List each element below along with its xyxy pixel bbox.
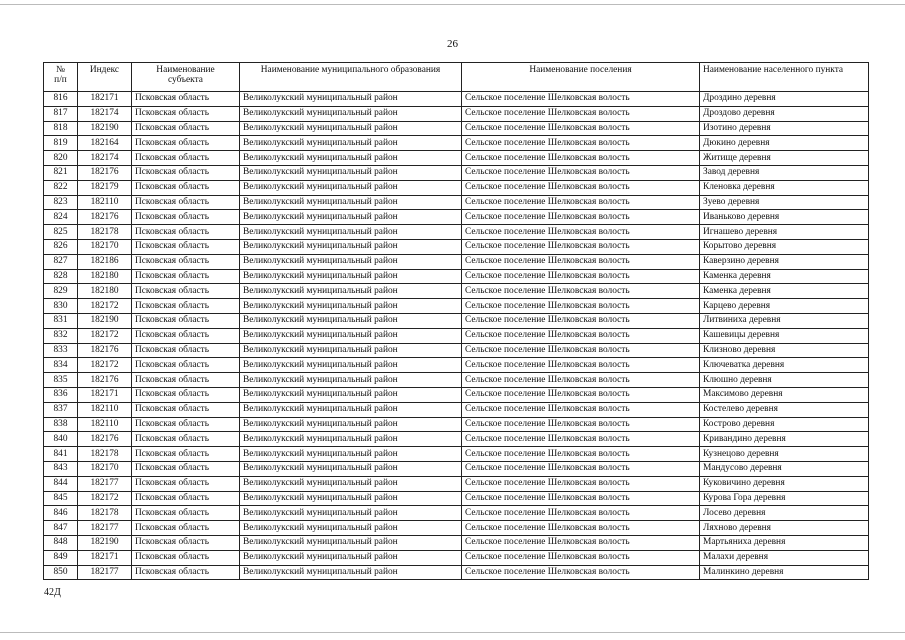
table-row (44, 136, 869, 151)
table-row (44, 299, 869, 314)
col-header-locality: Наименование населенного пункта (700, 63, 869, 92)
postal-index: 182176 (78, 343, 132, 358)
table-row (44, 432, 869, 447)
postal-index: 182110 (78, 195, 132, 210)
postal-index: 182180 (78, 284, 132, 299)
table-header-row (44, 63, 869, 92)
postal-index: 182110 (78, 417, 132, 432)
locality-name: Зуево деревня (700, 195, 869, 210)
municipality-name: Великолукский муниципальный район (240, 254, 462, 269)
table-row (44, 417, 869, 432)
subject-name: Псковская область (132, 358, 240, 373)
postal-index: 182172 (78, 299, 132, 314)
row-number: 838 (44, 417, 78, 432)
locality-name: Малахи деревня (700, 550, 869, 565)
postal-index: 182186 (78, 254, 132, 269)
municipality-name: Великолукский муниципальный район (240, 239, 462, 254)
row-number: 845 (44, 491, 78, 506)
settlement-name: Сельское поселение Шелковская волость (462, 402, 700, 417)
locality-name: Игнашево деревня (700, 225, 869, 240)
subject-name: Псковская область (132, 254, 240, 269)
municipality-name: Великолукский муниципальный район (240, 565, 462, 580)
subject-name: Псковская область (132, 521, 240, 536)
subject-name: Псковская область (132, 328, 240, 343)
postal-index: 182176 (78, 432, 132, 447)
locality-name: Максимово деревня (700, 387, 869, 402)
municipality-name: Великолукский муниципальный район (240, 269, 462, 284)
locality-name: Каменка деревня (700, 269, 869, 284)
locality-name: Лосево деревня (700, 506, 869, 521)
settlement-name: Сельское поселение Шелковская волость (462, 254, 700, 269)
postal-index: 182171 (78, 92, 132, 107)
locality-name: Костелево деревня (700, 402, 869, 417)
row-number: 821 (44, 165, 78, 180)
locality-name: Житище деревня (700, 151, 869, 166)
postal-index: 182180 (78, 269, 132, 284)
subject-name: Псковская область (132, 535, 240, 550)
locality-name: Клюшно деревня (700, 373, 869, 388)
subject-name: Псковская область (132, 461, 240, 476)
locality-name: Изотино деревня (700, 121, 869, 136)
subject-name: Псковская область (132, 136, 240, 151)
subject-name: Псковская область (132, 195, 240, 210)
locality-name: Карцево деревня (700, 299, 869, 314)
row-number: 833 (44, 343, 78, 358)
row-number: 819 (44, 136, 78, 151)
row-number: 828 (44, 269, 78, 284)
row-number: 840 (44, 432, 78, 447)
subject-name: Псковская область (132, 565, 240, 580)
table-row (44, 535, 869, 550)
subject-name: Псковская область (132, 447, 240, 462)
settlement-name: Сельское поселение Шелковская волость (462, 343, 700, 358)
municipality-name: Великолукский муниципальный район (240, 521, 462, 536)
postal-index: 182179 (78, 180, 132, 195)
page-number: 26 (447, 38, 458, 50)
locality-name: Ляхново деревня (700, 521, 869, 536)
municipality-name: Великолукский муниципальный район (240, 92, 462, 107)
locality-name: Малинкино деревня (700, 565, 869, 580)
settlement-name: Сельское поселение Шелковская волость (462, 210, 700, 225)
table-row (44, 195, 869, 210)
settlement-name: Сельское поселение Шелковская волость (462, 417, 700, 432)
col-header-settlement: Наименование поселения (462, 63, 700, 92)
locality-name: Мандусово деревня (700, 461, 869, 476)
subject-name: Псковская область (132, 299, 240, 314)
settlement-name: Сельское поселение Шелковская волость (462, 180, 700, 195)
postal-index: 182176 (78, 373, 132, 388)
municipality-name: Великолукский муниципальный район (240, 328, 462, 343)
table-row (44, 180, 869, 195)
settlement-name: Сельское поселение Шелковская волость (462, 521, 700, 536)
municipality-name: Великолукский муниципальный район (240, 550, 462, 565)
subject-name: Псковская область (132, 180, 240, 195)
subject-name: Псковская область (132, 313, 240, 328)
locality-name: Завод деревня (700, 165, 869, 180)
row-number: 829 (44, 284, 78, 299)
row-number: 823 (44, 195, 78, 210)
row-number: 830 (44, 299, 78, 314)
postal-index: 182176 (78, 165, 132, 180)
row-number: 850 (44, 565, 78, 580)
municipality-name: Великолукский муниципальный район (240, 402, 462, 417)
scan-edge-top (0, 4, 905, 5)
settlement-name: Сельское поселение Шелковская волость (462, 239, 700, 254)
table-row (44, 373, 869, 388)
table-row (44, 313, 869, 328)
locality-name: Иваньково деревня (700, 210, 869, 225)
table-body (44, 92, 869, 580)
postal-index: 182190 (78, 121, 132, 136)
postal-index: 182178 (78, 225, 132, 240)
postal-index: 182172 (78, 491, 132, 506)
postal-index: 182177 (78, 565, 132, 580)
row-number: 827 (44, 254, 78, 269)
locality-name: Дроздово деревня (700, 106, 869, 121)
row-number: 843 (44, 461, 78, 476)
row-number: 841 (44, 447, 78, 462)
municipality-name: Великолукский муниципальный район (240, 313, 462, 328)
settlement-name: Сельское поселение Шелковская волость (462, 269, 700, 284)
locality-name: Ключеватка деревня (700, 358, 869, 373)
row-number: 844 (44, 476, 78, 491)
postal-index: 182164 (78, 136, 132, 151)
municipality-name: Великолукский муниципальный район (240, 506, 462, 521)
municipality-name: Великолукский муниципальный район (240, 373, 462, 388)
row-number: 824 (44, 210, 78, 225)
settlement-name: Сельское поселение Шелковская волость (462, 476, 700, 491)
municipality-name: Великолукский муниципальный район (240, 195, 462, 210)
settlement-name: Сельское поселение Шелковская волость (462, 358, 700, 373)
row-number: 831 (44, 313, 78, 328)
municipality-name: Великолукский муниципальный район (240, 151, 462, 166)
municipality-name: Великолукский муниципальный район (240, 210, 462, 225)
table-row (44, 387, 869, 402)
subject-name: Псковская область (132, 476, 240, 491)
row-number: 835 (44, 373, 78, 388)
locality-name: Дюкино деревня (700, 136, 869, 151)
locality-name: Литвиниха деревня (700, 313, 869, 328)
locality-name: Кузнецово деревня (700, 447, 869, 462)
postal-index: 182190 (78, 313, 132, 328)
table-row (44, 506, 869, 521)
table-row (44, 402, 869, 417)
row-number: 825 (44, 225, 78, 240)
subject-name: Псковская область (132, 106, 240, 121)
postal-index: 182177 (78, 521, 132, 536)
settlement-name: Сельское поселение Шелковская волость (462, 151, 700, 166)
subject-name: Псковская область (132, 165, 240, 180)
subject-name: Псковская область (132, 210, 240, 225)
locality-name: Кленовка деревня (700, 180, 869, 195)
row-number: 818 (44, 121, 78, 136)
postal-index: 182172 (78, 328, 132, 343)
settlement-name: Сельское поселение Шелковская волость (462, 195, 700, 210)
municipality-name: Великолукский муниципальный район (240, 284, 462, 299)
row-number: 822 (44, 180, 78, 195)
settlement-name: Сельское поселение Шелковская волость (462, 506, 700, 521)
row-number: 848 (44, 535, 78, 550)
col-header-subject: Наименование субъекта (132, 63, 240, 92)
table-row (44, 491, 869, 506)
subject-name: Псковская область (132, 269, 240, 284)
table-row (44, 254, 869, 269)
settlement-name: Сельское поселение Шелковская волость (462, 136, 700, 151)
municipality-name: Великолукский муниципальный район (240, 180, 462, 195)
settlement-name: Сельское поселение Шелковская волость (462, 284, 700, 299)
municipality-name: Великолукский муниципальный район (240, 476, 462, 491)
settlement-name: Сельское поселение Шелковская волость (462, 313, 700, 328)
table-row (44, 106, 869, 121)
row-number: 817 (44, 106, 78, 121)
locality-name: Кривандино деревня (700, 432, 869, 447)
table-row (44, 476, 869, 491)
locality-name: Мартьяниха деревня (700, 535, 869, 550)
table-row (44, 121, 869, 136)
subject-name: Псковская область (132, 284, 240, 299)
subject-name: Псковская область (132, 225, 240, 240)
locality-name: Корытово деревня (700, 239, 869, 254)
locality-name: Курова Гора деревня (700, 491, 869, 506)
subject-name: Псковская область (132, 491, 240, 506)
postal-index: 182170 (78, 239, 132, 254)
table-row (44, 343, 869, 358)
municipality-name: Великолукский муниципальный район (240, 343, 462, 358)
municipality-name: Великолукский муниципальный район (240, 121, 462, 136)
row-number: 832 (44, 328, 78, 343)
table-row (44, 92, 869, 107)
settlement-name: Сельское поселение Шелковская волость (462, 535, 700, 550)
municipality-name: Великолукский муниципальный район (240, 136, 462, 151)
municipality-name: Великолукский муниципальный район (240, 447, 462, 462)
locality-name: Кострово деревня (700, 417, 869, 432)
subject-name: Псковская область (132, 92, 240, 107)
postal-index: 182178 (78, 506, 132, 521)
settlement-name: Сельское поселение Шелковская волость (462, 299, 700, 314)
locality-name: Дроздино деревня (700, 92, 869, 107)
col-header-index: Индекс (78, 63, 132, 92)
settlement-name: Сельское поселение Шелковская волость (462, 225, 700, 240)
row-number: 826 (44, 239, 78, 254)
settlement-name: Сельское поселение Шелковская волость (462, 491, 700, 506)
settlements-table (43, 62, 869, 580)
subject-name: Псковская область (132, 387, 240, 402)
row-number: 816 (44, 92, 78, 107)
settlement-name: Сельское поселение Шелковская волость (462, 387, 700, 402)
settlement-name: Сельское поселение Шелковская волость (462, 328, 700, 343)
settlement-name: Сельское поселение Шелковская волость (462, 550, 700, 565)
postal-index: 182170 (78, 461, 132, 476)
subject-name: Псковская область (132, 121, 240, 136)
municipality-name: Великолукский муниципальный район (240, 299, 462, 314)
settlement-name: Сельское поселение Шелковская волость (462, 461, 700, 476)
settlement-name: Сельское поселение Шелковская волость (462, 121, 700, 136)
row-number: 847 (44, 521, 78, 536)
subject-name: Псковская область (132, 239, 240, 254)
scan-edge-bottom (0, 632, 905, 633)
settlement-name: Сельское поселение Шелковская волость (462, 92, 700, 107)
postal-index: 182171 (78, 387, 132, 402)
table-row (44, 447, 869, 462)
table-row (44, 565, 869, 580)
postal-index: 182178 (78, 447, 132, 462)
settlement-name: Сельское поселение Шелковская волость (462, 447, 700, 462)
municipality-name: Великолукский муниципальный район (240, 432, 462, 447)
municipality-name: Великолукский муниципальный район (240, 417, 462, 432)
locality-name: Кашевицы деревня (700, 328, 869, 343)
postal-index: 182172 (78, 358, 132, 373)
postal-index: 182177 (78, 476, 132, 491)
table-row (44, 358, 869, 373)
municipality-name: Великолукский муниципальный район (240, 106, 462, 121)
locality-name: Каменка деревня (700, 284, 869, 299)
municipality-name: Великолукский муниципальный район (240, 165, 462, 180)
settlement-name: Сельское поселение Шелковская волость (462, 165, 700, 180)
postal-index: 182176 (78, 210, 132, 225)
locality-name: Куковичино деревня (700, 476, 869, 491)
municipality-name: Великолукский муниципальный район (240, 387, 462, 402)
table-row (44, 239, 869, 254)
subject-name: Псковская область (132, 550, 240, 565)
postal-index: 182174 (78, 151, 132, 166)
table-row (44, 269, 869, 284)
postal-index: 182174 (78, 106, 132, 121)
subject-name: Псковская область (132, 402, 240, 417)
row-number: 846 (44, 506, 78, 521)
subject-name: Псковская область (132, 343, 240, 358)
col-header-number: № п/п (44, 63, 78, 92)
postal-index: 182171 (78, 550, 132, 565)
settlement-name: Сельское поселение Шелковская волость (462, 432, 700, 447)
municipality-name: Великолукский муниципальный район (240, 225, 462, 240)
subject-name: Псковская область (132, 506, 240, 521)
settlement-name: Сельское поселение Шелковская волость (462, 373, 700, 388)
postal-index: 182190 (78, 535, 132, 550)
settlement-name: Сельское поселение Шелковская волость (462, 565, 700, 580)
subject-name: Псковская область (132, 432, 240, 447)
locality-name: Каверзино деревня (700, 254, 869, 269)
subject-name: Псковская область (132, 373, 240, 388)
table-row (44, 461, 869, 476)
col-header-municipality: Наименование муниципального образования (240, 63, 462, 92)
row-number: 849 (44, 550, 78, 565)
table-row (44, 284, 869, 299)
row-number: 837 (44, 402, 78, 417)
table-row (44, 165, 869, 180)
table-row (44, 328, 869, 343)
municipality-name: Великолукский муниципальный район (240, 491, 462, 506)
municipality-name: Великолукский муниципальный район (240, 535, 462, 550)
table-row (44, 550, 869, 565)
row-number: 836 (44, 387, 78, 402)
postal-index: 182110 (78, 402, 132, 417)
table-row (44, 521, 869, 536)
subject-name: Псковская область (132, 151, 240, 166)
municipality-name: Великолукский муниципальный район (240, 358, 462, 373)
table-row (44, 210, 869, 225)
settlement-name: Сельское поселение Шелковская волость (462, 106, 700, 121)
footer-code: 42Д (44, 587, 61, 598)
table-row (44, 151, 869, 166)
row-number: 834 (44, 358, 78, 373)
locality-name: Клизново деревня (700, 343, 869, 358)
subject-name: Псковская область (132, 417, 240, 432)
row-number: 820 (44, 151, 78, 166)
table-row (44, 225, 869, 240)
municipality-name: Великолукский муниципальный район (240, 461, 462, 476)
